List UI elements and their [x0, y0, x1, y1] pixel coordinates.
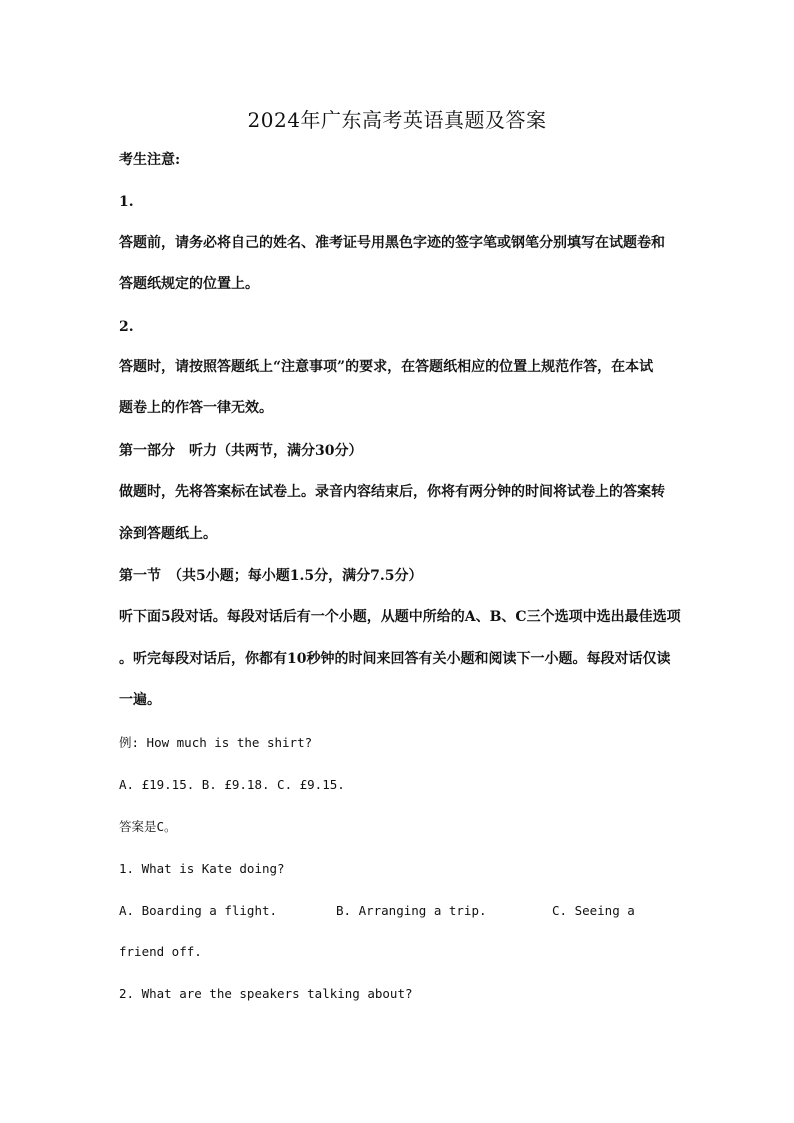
- part-1-instruction-line-1: 做题时，先将答案标在试卷上。录音内容结束后，你将有两分钟的时间将试卷上的答案转: [119, 484, 665, 500]
- example-options: A. £19.15. B. £9.18. C. £9.15.: [119, 777, 345, 792]
- question-1-option-c: C. Seeing a: [552, 903, 635, 918]
- notice-item-1-text-line-2: 答题纸规定的位置上。: [119, 276, 259, 292]
- notice-item-1-number: 1.: [119, 194, 134, 210]
- section-1-instruction-line-1: 听下面5段对话。每段对话后有一个小题，从题中所给的A、B、C三个选项中选出最佳选项: [119, 609, 681, 625]
- notice-item-1-text-line-1: 答题前，请务必将自己的姓名、准考证号用黑色字迹的签字笔或钢笔分别填写在试题卷和: [119, 235, 665, 251]
- question-2-stem: 2. What are the speakers talking about?: [119, 986, 413, 1001]
- question-1-option-b: B. Arranging a trip.: [336, 903, 487, 918]
- question-1-option-a: A. Boarding a flight.: [119, 903, 278, 918]
- section-1-heading: 第一节 （共5小题；每小题1.5分，满分7.5分）: [119, 568, 423, 584]
- notice-item-2-text-line-1: 答题时，请按照答题纸上“注意事项”的要求，在答题纸相应的位置上规范作答，在本试: [119, 359, 654, 375]
- page-title: 2024年广东高考英语真题及答案: [247, 108, 547, 132]
- question-1-option-c-continued: friend off.: [119, 944, 202, 959]
- notice-heading: 考生注意:: [119, 152, 181, 168]
- part-1-instruction-line-2: 涂到答题纸上。: [119, 526, 217, 542]
- question-1-stem: 1. What is Kate doing?: [119, 861, 285, 876]
- part-1-heading: 第一部分 听力（共两节，满分30分）: [119, 443, 363, 459]
- notice-item-2-number: 2.: [119, 319, 134, 335]
- notice-item-2-text-line-2: 题卷上的作答一律无效。: [119, 400, 273, 416]
- example-question: 例: How much is the shirt?: [119, 735, 313, 750]
- section-1-instruction-line-2: 。听完每段对话后，你都有10秒钟的时间来回答有关小题和阅读下一小题。每段对话仅读: [119, 651, 671, 667]
- question-1-options: [119, 901, 679, 921]
- section-1-instruction-line-3: 一遍。: [119, 692, 161, 708]
- example-answer: 答案是C。: [119, 819, 177, 834]
